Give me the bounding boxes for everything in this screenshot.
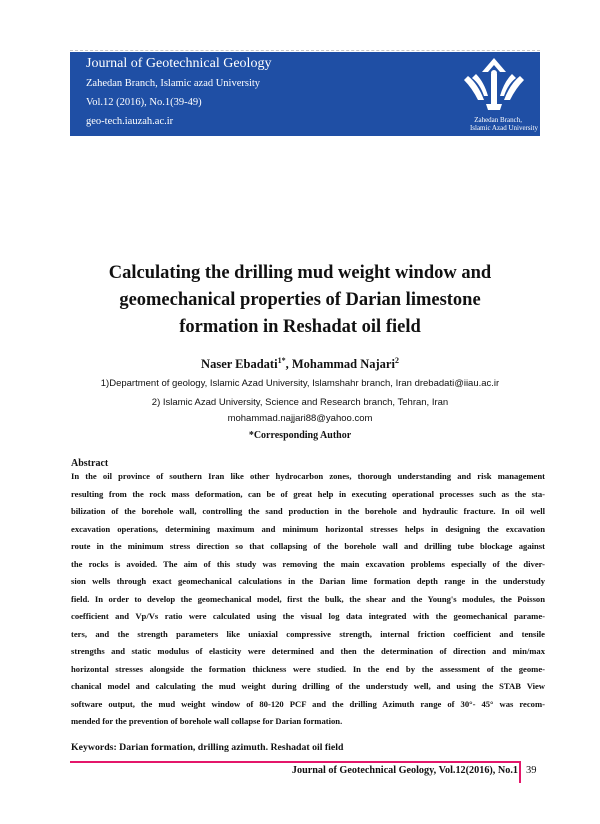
author-email[interactable]: mohammad.najjari88@yahoo.com bbox=[227, 413, 373, 424]
affiliation-2: 2) Islamic Azad University, Science and Research branch, Tehran, Iran bbox=[151, 397, 449, 408]
paper-title-line-2: geomechanical properties of Darian limestone bbox=[119, 290, 481, 310]
footer-journal-reference: Journal of Geotechnical Geology, Vol.12(2016), No.1 bbox=[291, 765, 518, 776]
abstract-line: mended for the prevention of borehole wall collapse for Darian formation. bbox=[71, 716, 343, 726]
abstract-line: strengths and static modulus of elasticity were determined and then the determination of direction and min/max bbox=[71, 646, 545, 656]
abstract-line: ters, and the strength parameters like uniaxial compressive strength, internal friction coefficient and tensile bbox=[71, 628, 545, 639]
abstract-line: field. In order to develop the geomechanical model, first the bulk, the shear and the Young's modules, the Poisson bbox=[71, 593, 545, 604]
abstract-line: horizontal stresses alongside the formation thickness were studied. In the end by the assessment of the geome- bbox=[71, 663, 545, 674]
page-number: 39 bbox=[526, 765, 537, 776]
logo-caption-1: Zahedan Branch, bbox=[474, 116, 522, 124]
abstract-line: In the oil province of southern Iran like other hydrocarbon zones, thorough understanding and risk management bbox=[71, 471, 545, 481]
footer-rule bbox=[70, 761, 520, 763]
author-list bbox=[0, 356, 600, 372]
abstract-line: coefficient and Vp/Vs ratio were calculated using the visual log data integrated with the geomechanical parame- bbox=[71, 611, 545, 621]
top-divider bbox=[70, 50, 540, 51]
footer-divider bbox=[519, 761, 521, 783]
journal-website[interactable]: geo-tech.iauzah.ac.ir bbox=[86, 116, 174, 127]
abstract-line: route in the minimum stress direction so that collapsing of the borehole wall and drilling tube blockage against bbox=[71, 541, 545, 551]
university-logo-icon bbox=[454, 54, 534, 116]
author-affiliation-mark: 2 bbox=[394, 356, 399, 365]
abstract-line: excavation operations, determining maximum and minimum horizontal stresses helps in designing the excavation bbox=[71, 523, 545, 534]
abstract-line: chanical model and calculating the mud weight during drilling of the understudy well, and using the STAB View bbox=[71, 681, 545, 691]
author-affiliation-mark: 1* bbox=[277, 356, 286, 365]
author-separator: , bbox=[285, 357, 292, 372]
logo-caption-2: Islamic Azad University bbox=[469, 124, 538, 132]
keywords-line bbox=[71, 742, 343, 753]
journal-volume: Vol.12 (2016), No.1(39-49) bbox=[86, 97, 202, 108]
paper-title-line-3: formation in Reshadat oil field bbox=[179, 317, 421, 337]
abstract-line: bilization of the borehole wall, controlling the sand production in the borehole and hydraulic fracture. In oil well bbox=[71, 506, 545, 516]
keywords-label: Keywords: bbox=[71, 742, 117, 753]
abstract-heading: Abstract bbox=[71, 458, 109, 469]
paper-title-line-1: Calculating the drilling mud weight window and bbox=[108, 263, 492, 283]
affiliation-1: 1)Department of geology, Islamic Azad University, Islamshahr branch, Iran drebadati@iiau.ac.ir bbox=[100, 378, 500, 389]
author-name: Mohammad Najari bbox=[291, 357, 395, 372]
journal-header-banner bbox=[70, 52, 540, 136]
abstract-body bbox=[71, 468, 545, 731]
abstract-line: resulting from the rock mass deformation, can be of great help in executing operational processes such as the sta- bbox=[71, 488, 545, 499]
university-logo bbox=[454, 54, 534, 120]
corresponding-author-note: *Corresponding Author bbox=[248, 430, 352, 441]
abstract-line: the rocks is avoided. The aim of this study was removing the main excavation problems especially of the diver- bbox=[71, 558, 545, 569]
journal-name: Journal of Geotechnical Geology bbox=[86, 56, 272, 71]
abstract-line: sion wells through exact geomechanical calculations in the Darian lime formation depth range in the understudy bbox=[71, 576, 545, 586]
journal-institution: Zahedan Branch, Islamic azad University bbox=[86, 78, 261, 89]
abstract-line: software output, the mud weight window of 80-120 PCF and the drilling Azimuth range of 30°- 45° was recom- bbox=[71, 698, 545, 709]
author-name: Naser Ebadati bbox=[201, 357, 278, 372]
keywords-text: Darian formation, drilling azimuth. Reshadat oil field bbox=[119, 742, 344, 753]
